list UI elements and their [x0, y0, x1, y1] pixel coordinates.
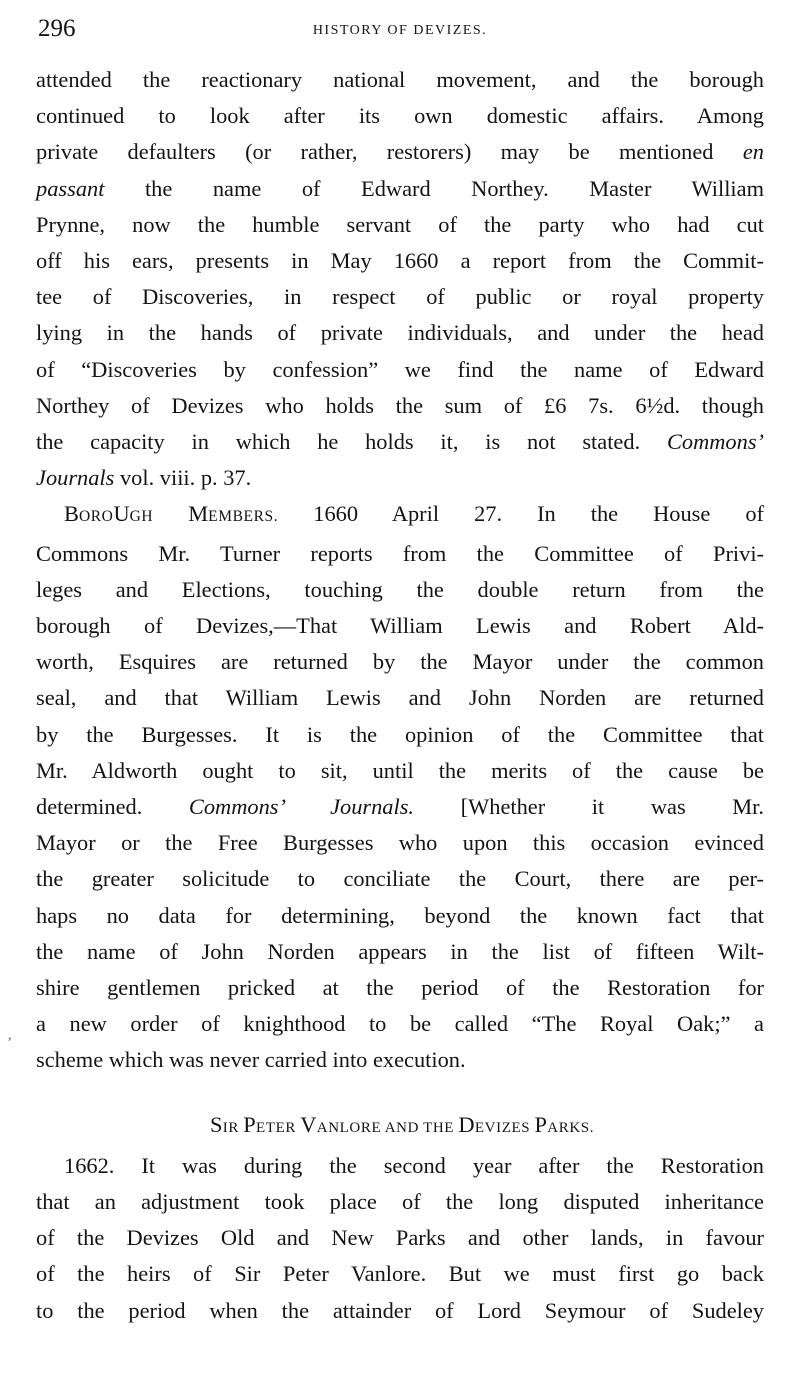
text-run: determined. — [36, 794, 143, 820]
italic-text: Commons’ — [666, 429, 764, 455]
text-line: Mayor or the Free Burgesses who upon this occasion evinced — [36, 830, 764, 856]
section-gap — [36, 1079, 764, 1105]
body-text — [36, 62, 764, 1329]
text-run: vol. viii. p. 37. — [114, 465, 252, 491]
text-line: of the Devizes Old and New Parks and other lands, in favour — [36, 1225, 764, 1251]
text-line: continued to look after its own domestic affairs. Among — [36, 103, 764, 129]
section-heading: SIR PETER VANLORE AND THE DEVIZES PARKS. — [209, 1111, 595, 1137]
italic-text: en — [742, 139, 764, 165]
text-line — [36, 496, 764, 535]
text-line: tee of Discoveries, in respect of public or royal property — [36, 284, 764, 310]
text-line: that an adjustment took place of the long disputed inheritance — [36, 1188, 764, 1214]
text-run: the capacity in which he holds it, is not stated. — [36, 429, 641, 455]
text-line: the greater solicitude to conciliate the Court, there are per- — [36, 866, 764, 892]
text-line: of the heirs of Sir Peter Vanlore. But we must first go back — [36, 1261, 764, 1287]
text-run: the name of Edward Northey. Master William — [104, 175, 764, 201]
text-line — [36, 460, 764, 496]
italic-text: Commons’ Journals. — [188, 794, 415, 820]
margin-mark: , — [8, 1028, 12, 1043]
text-line — [36, 134, 764, 170]
paragraph-3 — [36, 1148, 764, 1329]
text-line: Northey of Devizes who holds the sum of £6 7s. 6½d. though — [36, 392, 764, 418]
text-line: scheme which was never carried into execution. — [36, 1047, 466, 1073]
paragraph-1 — [36, 62, 764, 496]
text-line — [36, 424, 764, 460]
page-number: 296 — [38, 15, 76, 42]
paragraph-2 — [36, 496, 764, 1078]
text-line: of “Discoveries by confession” we find the name of Edward — [36, 356, 764, 382]
text-line: off his ears, presents in May 1660 a report from the Commit- — [36, 248, 764, 274]
run-in-heading: BOROUGH MEMBERS. — [64, 501, 279, 527]
text-line: haps no data for determining, beyond the known fact that — [36, 902, 764, 928]
text-line: seal, and that William Lewis and John Norden are returned — [36, 685, 764, 711]
text-line: leges and Elections, touching the double return from the — [36, 576, 764, 602]
text-line: 1662. It was during the second year after the Restoration — [64, 1152, 764, 1178]
italic-text: Journals — [36, 465, 115, 491]
text-line: Commons Mr. Turner reports from the Committee of Privi- — [36, 540, 764, 566]
book-page — [36, 0, 764, 1397]
text-line — [36, 171, 764, 207]
running-title: HISTORY OF DEVIZES. — [312, 23, 488, 38]
text-run: private defaulters (or rather, restorers) may be mentioned — [36, 139, 714, 165]
text-line: lying in the hands of private individuals, and under the head — [36, 320, 764, 346]
text-line: the name of John Norden appears in the list of fifteen Wilt- — [36, 938, 764, 964]
text-line: by the Burgesses. It is the opinion of the Committee that — [36, 721, 764, 747]
text-line: worth, Esquires are returned by the Mayor under the common — [36, 649, 764, 675]
text-line: Mr. Aldworth ought to sit, until the merits of the cause be — [36, 757, 764, 783]
italic-text: passant — [36, 175, 105, 201]
text-line: a new order of knighthood to be called “The Royal Oak;” a — [36, 1011, 764, 1037]
text-line — [36, 789, 764, 825]
text-line: shire gentlemen pricked at the period of the Restoration for — [36, 975, 764, 1001]
text-run: [Whether it was Mr. — [460, 794, 764, 820]
text-line: attended the reactionary national movement, and the borough — [36, 67, 764, 92]
text-line: borough of Devizes,—That William Lewis and Robert Ald- — [36, 613, 764, 639]
text-line: to the period when the attainder of Lord Seymour of Sudeley — [36, 1297, 764, 1323]
text-line: Prynne, now the humble servant of the party who had cut — [36, 211, 764, 237]
text-run: 1660 April 27. In the House of — [278, 501, 764, 527]
running-head — [36, 12, 764, 46]
